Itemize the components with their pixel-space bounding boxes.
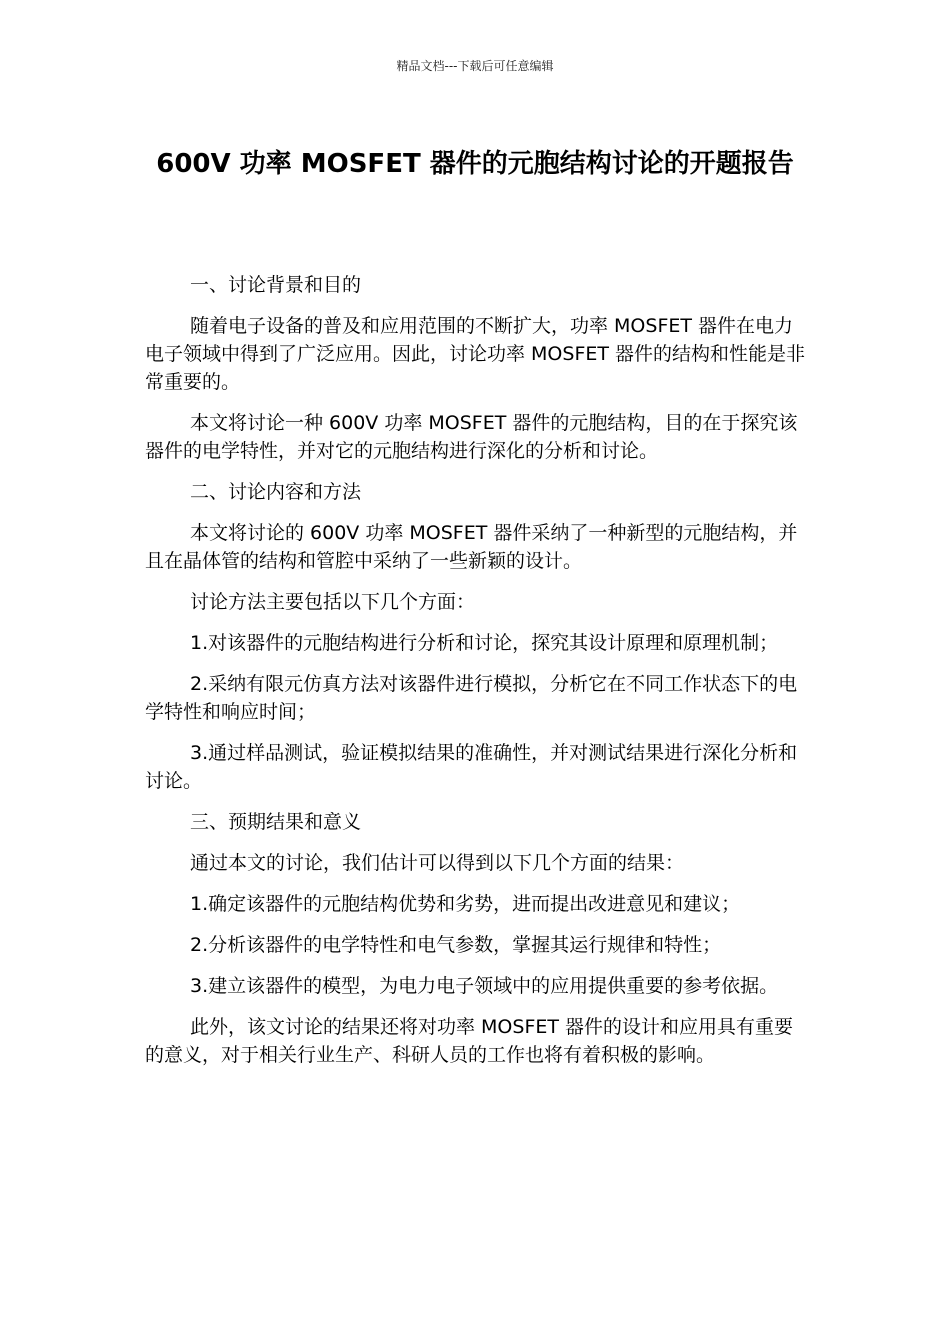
paragraph: 本文将讨论一种 600V 功率 MOSFET 器件的元胞结构，目的在于探究该器件的电学特性，并对它的元胞结构进行深化的分析和讨论。 <box>145 412 798 462</box>
list-item: 2.分析该器件的电学特性和电气参数，掌握其运行规律和特性； <box>190 934 722 956</box>
section-expected-results <box>145 808 807 1069</box>
section-heading: 一、讨论背景和目的 <box>190 274 362 296</box>
list-item: 2.采纳有限元仿真方法对该器件进行模拟，分析它在不同工作状态下的电学特性和响应时间； <box>145 673 798 723</box>
section-content-methods <box>145 478 807 795</box>
list-item: 3.建立该器件的模型，为电力电子领域中的应用提供重要的参考依据。 <box>190 975 779 997</box>
document-title: 600V 功率 MOSFET 器件的元胞结构讨论的开题报告 <box>156 149 794 179</box>
section-background-purpose <box>145 271 807 465</box>
section-heading: 二、讨论内容和方法 <box>190 481 362 503</box>
list-item: 1.对该器件的元胞结构进行分析和讨论，探究其设计原理和原理机制； <box>190 632 779 654</box>
paragraph: 讨论方法主要包括以下几个方面： <box>190 591 476 613</box>
paragraph: 通过本文的讨论，我们估计可以得到以下几个方面的结果： <box>190 852 685 874</box>
paragraph: 此外，该文讨论的结果还将对功率 MOSFET 器件的设计和应用具有重要的意义，对于相关行业生产、科研人员的工作也将有着积极的影响。 <box>145 1016 794 1066</box>
header-note: 精品文档---下载后可任意编辑 <box>396 59 554 73</box>
paragraph: 随着电子设备的普及和应用范围的不断扩大，功率 MOSFET 器件在电力电子领域中得到了广泛应用。因此，讨论功率 MOSFET 器件的结构和性能是非常重要的。 <box>145 315 806 393</box>
section-heading: 三、预期结果和意义 <box>190 811 362 833</box>
list-item: 3.通过样品测试，验证模拟结果的准确性，并对测试结果进行深化分析和讨论。 <box>145 742 798 792</box>
document-body <box>145 271 807 1082</box>
paragraph: 本文将讨论的 600V 功率 MOSFET 器件采纳了一种新型的元胞结构，并且在晶体管的结构和管腔中采纳了一些新颖的设计。 <box>145 522 798 572</box>
list-item: 1.确定该器件的元胞结构优势和劣势，进而提出改进意见和建议； <box>190 893 741 915</box>
